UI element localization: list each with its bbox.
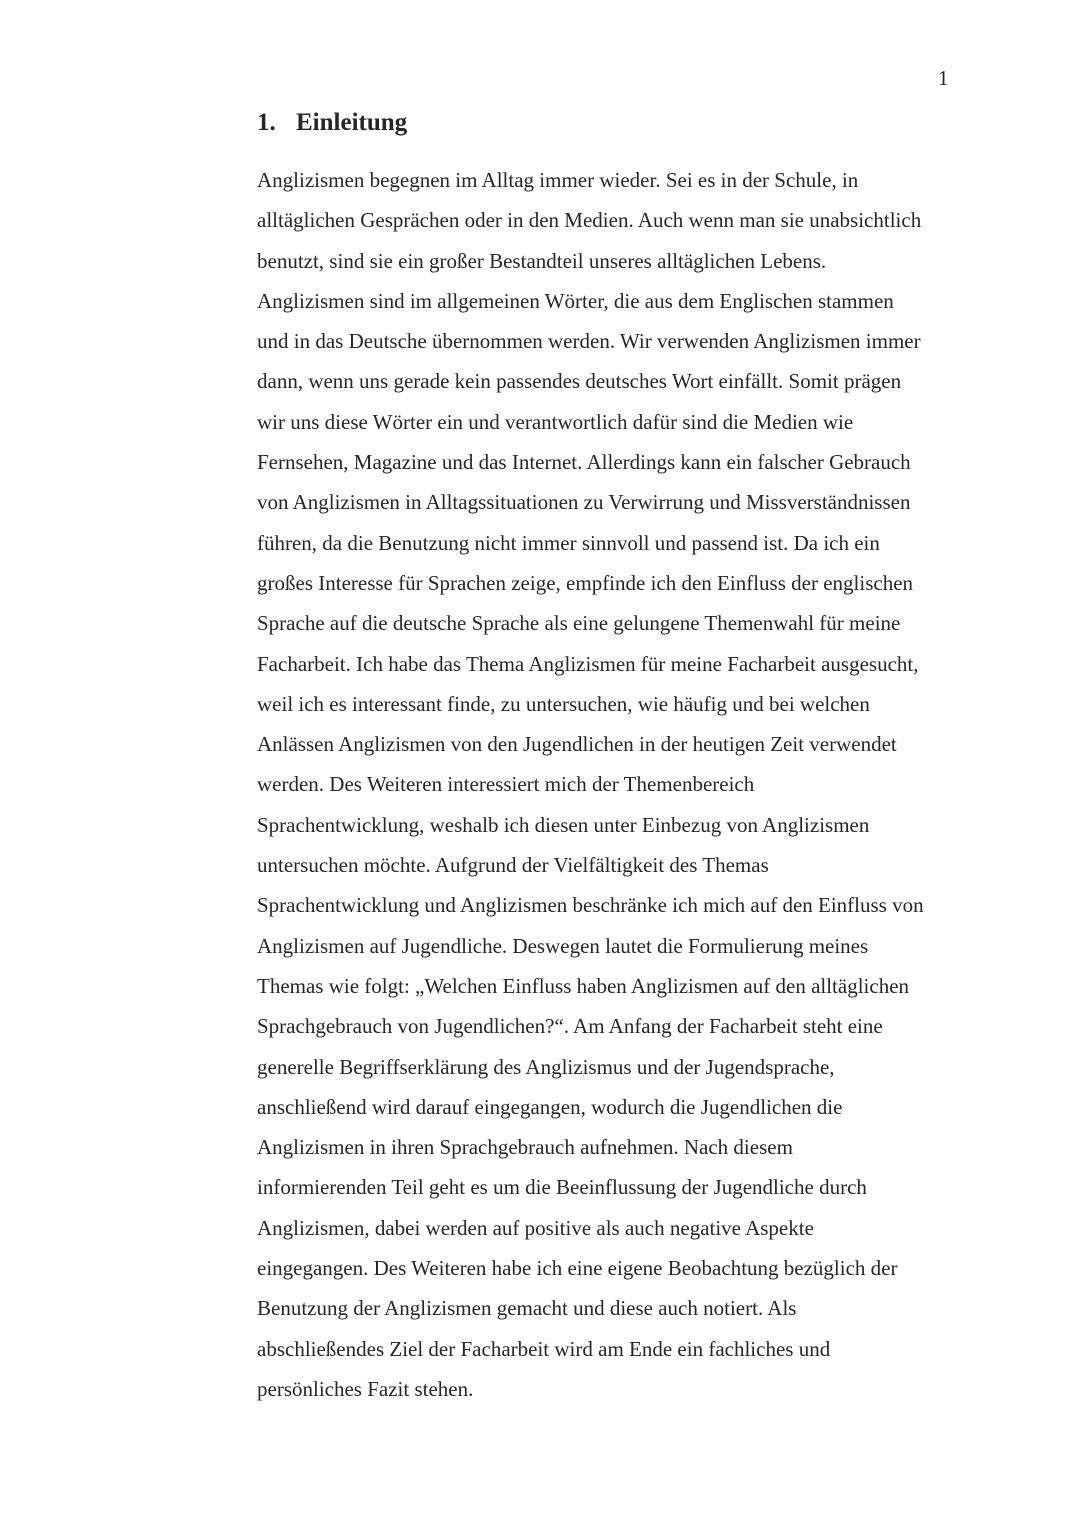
text-line: Sprache auf die deutsche Sprache als eine gelungene Themenwahl für meine — [257, 611, 901, 636]
text-line: alltäglichen Gesprächen oder in den Medien. Auch wenn man sie unabsichtlich — [257, 208, 922, 233]
text-line: Benutzung der Anglizismen gemacht und diese auch notiert. Als — [257, 1296, 797, 1321]
text-line: großes Interesse für Sprachen zeige, empfinde ich den Einfluss der englischen — [257, 570, 914, 595]
text-line: Sprachgebrauch von Jugendlichen?“. Am Anfang der Facharbeit steht eine — [257, 1014, 883, 1039]
text-line: Anglizismen, dabei werden auf positive als auch negative Aspekte — [257, 1215, 814, 1240]
text-line: Facharbeit. Ich habe das Thema Anglizismen für meine Facharbeit ausgesucht, — [257, 651, 919, 676]
text-line: Themas wie folgt: „Welchen Einfluss haben Anglizismen auf den alltäglichen — [257, 973, 910, 998]
text-line: untersuchen möchte. Aufgrund der Vielfältigkeit des Themas — [257, 853, 769, 878]
text-line: benutzt, sind sie ein großer Bestandteil unseres alltäglichen Lebens. — [257, 248, 827, 273]
text-line: führen, da die Benutzung nicht immer sinnvoll und passend ist. Da ich ein — [257, 530, 880, 555]
section-number: 1. — [257, 109, 276, 136]
section-title: Einleitung — [296, 109, 408, 136]
text-line: von Anglizismen in Alltagssituationen zu Verwirrung und Missverständnissen — [257, 490, 911, 515]
text-line: informierenden Teil geht es um die Beeinflussung der Jugendliche durch — [257, 1175, 867, 1200]
text-line: und in das Deutsche übernommen werden. Wir verwenden Anglizismen immer — [257, 329, 921, 354]
text-line: Anlässen Anglizismen von den Jugendlichen in der heutigen Zeit verwendet — [257, 732, 897, 757]
paragraph — [257, 160, 977, 1409]
text-line: dann, wenn uns gerade kein passendes deutsches Wort einfällt. Somit prägen — [257, 369, 902, 394]
text-line: anschließend wird darauf eingegangen, wodurch die Jugendlichen die — [257, 1094, 843, 1119]
text-line: generelle Begriffserklärung des Anglizismus und der Jugendsprache, — [257, 1054, 835, 1079]
text-line: Fernsehen, Magazine und das Internet. Allerdings kann ein falscher Gebrauch — [257, 450, 911, 475]
text-line: abschließendes Ziel der Facharbeit wird am Ende ein fachliches und — [257, 1336, 831, 1361]
text-line: werden. Des Weiteren interessiert mich der Themenbereich — [257, 772, 755, 797]
text-line: Anglizismen in ihren Sprachgebrauch aufnehmen. Nach diesem — [257, 1135, 793, 1160]
section-heading — [257, 108, 407, 138]
text-line: Anglizismen auf Jugendliche. Deswegen lautet die Formulierung meines — [257, 933, 869, 958]
text-line: Sprachentwicklung, weshalb ich diesen unter Einbezug von Anglizismen — [257, 812, 870, 837]
text-line: eingegangen. Des Weiteren habe ich eine eigene Beobachtung bezüglich der — [257, 1256, 898, 1281]
text-line: Sprachentwicklung und Anglizismen beschränke ich mich auf den Einfluss von — [257, 893, 924, 918]
text-line: Anglizismen begegnen im Alltag immer wieder. Sei es in der Schule, in — [257, 168, 859, 192]
text-line: wir uns diese Wörter ein und verantwortlich dafür sind die Medien wie — [257, 409, 854, 434]
text-line: Anglizismen sind im allgemeinen Wörter, die aus dem Englischen stammen — [257, 288, 894, 313]
text-line: weil ich es interessant finde, zu untersuchen, wie häufig und bei welchen — [257, 691, 870, 716]
page-number: 1 — [938, 66, 949, 90]
text-line: persönliches Fazit stehen. — [257, 1376, 474, 1401]
